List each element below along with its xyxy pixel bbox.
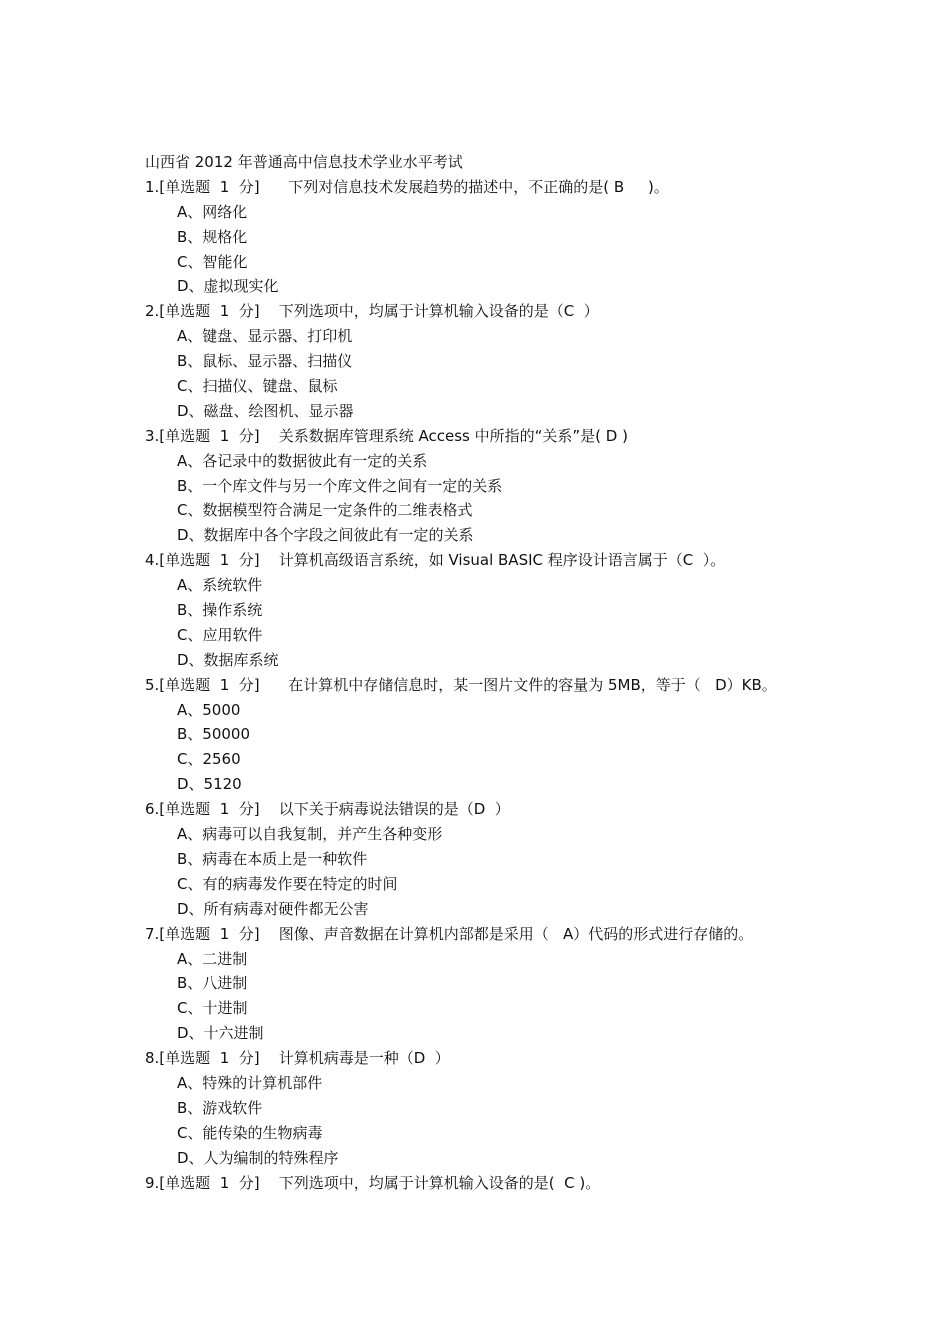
option-c: C、扫描仪、键盘、鼠标 xyxy=(177,377,338,396)
option-b: B、鼠标、显示器、扫描仪 xyxy=(177,352,353,371)
question-text: 8.[单选题 1 分] 计算机病毒是一种（D ） xyxy=(145,1049,450,1068)
option-d: D、十六进制 xyxy=(177,1024,264,1043)
question-block xyxy=(145,797,865,921)
question-block xyxy=(145,1171,865,1196)
option-c: C、能传染的生物病毒 xyxy=(177,1123,323,1142)
question-text: 9.[单选题 1 分] 下列选项中，均属于计算机输入设备的是( C )。 xyxy=(145,1173,601,1192)
option-a: A、病毒可以自我复制，并产生各种变形 xyxy=(177,825,443,844)
option-a: A、网络化 xyxy=(177,202,248,221)
option-c: C、应用软件 xyxy=(177,625,263,644)
question-block xyxy=(145,424,865,548)
option-c: C、十进制 xyxy=(177,999,248,1018)
option-a: A、特殊的计算机部件 xyxy=(177,1073,323,1092)
option-d: D、数据库中各个字段之间彼此有一定的关系 xyxy=(177,526,474,545)
option-b: B、病毒在本质上是一种软件 xyxy=(177,849,368,868)
question-text: 6.[单选题 1 分] 以下关于病毒说法错误的是（D ） xyxy=(145,800,510,819)
option-b: B、50000 xyxy=(177,725,251,744)
option-a: A、二进制 xyxy=(177,949,248,968)
option-a: A、各记录中的数据彼此有一定的关系 xyxy=(177,451,428,470)
question-text: 1.[单选题 1 分] 下列对信息技术发展趋势的描述中，不正确的是( B )。 xyxy=(145,177,669,196)
option-b: B、规格化 xyxy=(177,227,248,246)
question-text: 3.[单选题 1 分] 关系数据库管理系统 Access 中所指的“关系”是( D ) xyxy=(145,426,628,445)
option-d: D、数据库系统 xyxy=(177,650,279,669)
question-text: 7.[单选题 1 分] 图像、声音数据在计算机内部都是采用（ A）代码的形式进行存储的。 xyxy=(145,924,754,943)
question-text: 2.[单选题 1 分] 下列选项中，均属于计算机输入设备的是（C ） xyxy=(145,302,599,321)
question-text: 4.[单选题 1 分] 计算机高级语言系统，如 Visual BASIC 程序设计语言属于（C ）。 xyxy=(145,551,726,570)
question-block xyxy=(145,922,865,1046)
option-b: B、八进制 xyxy=(177,974,248,993)
question-block xyxy=(145,175,865,299)
option-b: B、操作系统 xyxy=(177,601,263,620)
option-b: B、游戏软件 xyxy=(177,1098,263,1117)
option-d: D、5120 xyxy=(177,775,242,794)
question-block xyxy=(145,1046,865,1170)
document-title: 山西省 2012 年普通高中信息技术学业水平考试 xyxy=(145,153,463,171)
option-d: D、磁盘、绘图机、显示器 xyxy=(177,401,354,420)
question-block xyxy=(145,299,865,423)
option-c: C、2560 xyxy=(177,750,241,769)
option-b: B、一个库文件与另一个库文件之间有一定的关系 xyxy=(177,476,503,495)
option-c: C、智能化 xyxy=(177,252,248,271)
question-block xyxy=(145,548,865,672)
option-a: A、系统软件 xyxy=(177,576,263,595)
option-a: A、5000 xyxy=(177,700,241,719)
option-a: A、键盘、显示器、打印机 xyxy=(177,327,353,346)
question-text: 5.[单选题 1 分] 在计算机中存储信息时，某一图片文件的容量为 5MB，等于（ D）KB。 xyxy=(145,675,777,694)
document-content xyxy=(145,150,865,1195)
option-c: C、数据模型符合满足一定条件的二维表格式 xyxy=(177,501,473,520)
option-c: C、有的病毒发作要在特定的时间 xyxy=(177,874,398,893)
option-d: D、人为编制的特殊程序 xyxy=(177,1148,339,1167)
option-d: D、虚拟现实化 xyxy=(177,277,279,296)
question-block xyxy=(145,673,865,797)
option-d: D、所有病毒对硬件都无公害 xyxy=(177,899,369,918)
